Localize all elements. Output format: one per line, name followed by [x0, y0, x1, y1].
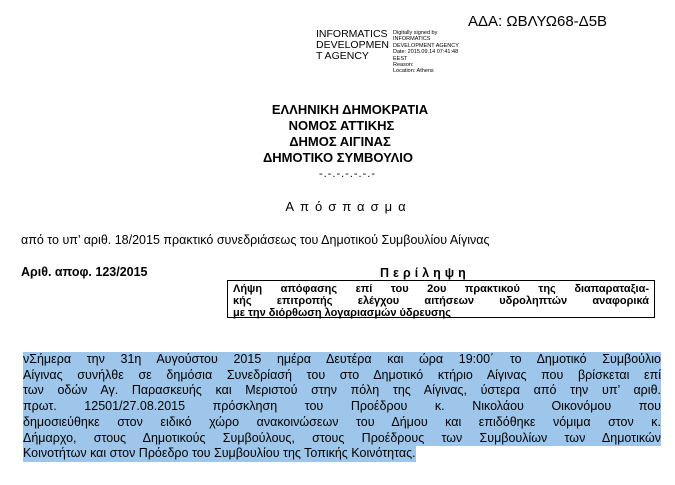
- signature-detail-line: Digitally signed by: [393, 30, 438, 36]
- body-line[interactable]: [23, 431, 661, 447]
- heading-republic: ΕΛΛΗΝΙΚΗ ΔΗΜΟΚΡΑΤΙΑ: [271, 102, 429, 117]
- signature-detail-line: EEST: [393, 55, 408, 62]
- selected-text[interactable]: Αίγινας συνήλθε σε δημόσια Συνεδρίασή του στο Δημοτικό κτήριο Αίγινας που βρίσκεται επί: [23, 367, 661, 382]
- document-heading: [0, 102, 675, 166]
- selected-text[interactable]: των οδών Αγ. Παρασκευής και Μεριστού στην πόλη της Αίγινας, ύστερα από την υπ’ αριθ.: [23, 383, 661, 398]
- selected-text[interactable]: πρωτ. 12501/27.08.2015 πρόσκληση του Προέδρου κ. Νικολάου Οικονόμου που: [23, 399, 661, 414]
- heading-council: ΔΗΜΟΤΙΚΟ ΣΥΜΒΟΥΛΙΟ: [262, 150, 414, 165]
- selected-text[interactable]: Κοινοτήτων και στον Πρόεδρο του Συμβουλίου της Τοπικής Κοινότητας.: [23, 446, 416, 461]
- body-line[interactable]: [23, 446, 661, 462]
- body-line[interactable]: [23, 415, 661, 431]
- heading-prefecture: ΝΟΜΟΣ ΑΤΤΙΚΗΣ: [288, 118, 395, 133]
- summary-box: [227, 280, 655, 318]
- ada-code: ΑΔΑ: ΩΒΛΥΩ68-Δ5Β: [468, 13, 608, 30]
- signature-detail-line: INFORMATICS: [393, 36, 431, 43]
- body-line[interactable]: [23, 399, 661, 415]
- body-paragraph-selected[interactable]: [23, 352, 661, 462]
- heading-separator: -.-.-.-.-.-.-: [319, 168, 376, 180]
- body-line[interactable]: [23, 383, 661, 399]
- summary-title: Περίληψη: [380, 266, 470, 280]
- signature-organization: [316, 29, 388, 62]
- body-line[interactable]: [23, 352, 661, 368]
- decision-number: Αριθ. αποφ. 123/2015: [21, 265, 148, 279]
- signature-detail-line: Reason:: [393, 62, 414, 69]
- selected-text[interactable]: δημοσιεύθηκε στον ειδικό χώρο ανακοινώσεων του Δήμου και επιδόθηκε νόμιμα στον κ.: [23, 414, 661, 429]
- signature-org-line: DEVELOPMEN: [316, 39, 389, 51]
- signature-detail-line: Location: Athens: [393, 68, 434, 75]
- digital-signature-details: [393, 30, 513, 75]
- signature-org-line: INFORMATICS: [316, 28, 388, 40]
- heading-municipality: ΔΗΜΟΣ ΑΙΓΙΝΑΣ: [289, 134, 391, 149]
- summary-line: κής επιτροπής ελέγχου αιτήσεων υδροληπτών αναφορικά: [233, 295, 649, 307]
- signature-org-line: T AGENCY: [316, 50, 369, 62]
- body-line[interactable]: [23, 368, 661, 384]
- summary-line: Λήψη απόφασης επί του 2ου πρακτικού της διαπαραταξια-: [233, 283, 649, 295]
- signature-detail-line: DEVELOPMENT AGENCY: [393, 42, 459, 49]
- signature-detail-line: Date: 2015.09.14 07:41:48: [393, 49, 459, 56]
- selected-text[interactable]: νΣήμερα την 31η Αυγούστου 2015 ημέρα Δευτέρα και ώρα 19:00΄ το Δημοτικό Συμβούλιο: [23, 352, 661, 366]
- extract-title: Απόσπασμα: [285, 199, 412, 214]
- selected-text[interactable]: Δήμαρχο, στους Δημοτικούς Συμβούλους, στους Προέδρους των Συμβουλίων των Δημοτικών: [23, 430, 661, 445]
- source-minutes-line: από το υπ’ αριθ. 18/2015 πρακτικό συνεδριάσεως του Δημοτικού Συμβουλίου Αίγινας: [21, 233, 490, 247]
- summary-line: με την διόρθωση λογαριασμών ύδρευσης: [233, 307, 451, 319]
